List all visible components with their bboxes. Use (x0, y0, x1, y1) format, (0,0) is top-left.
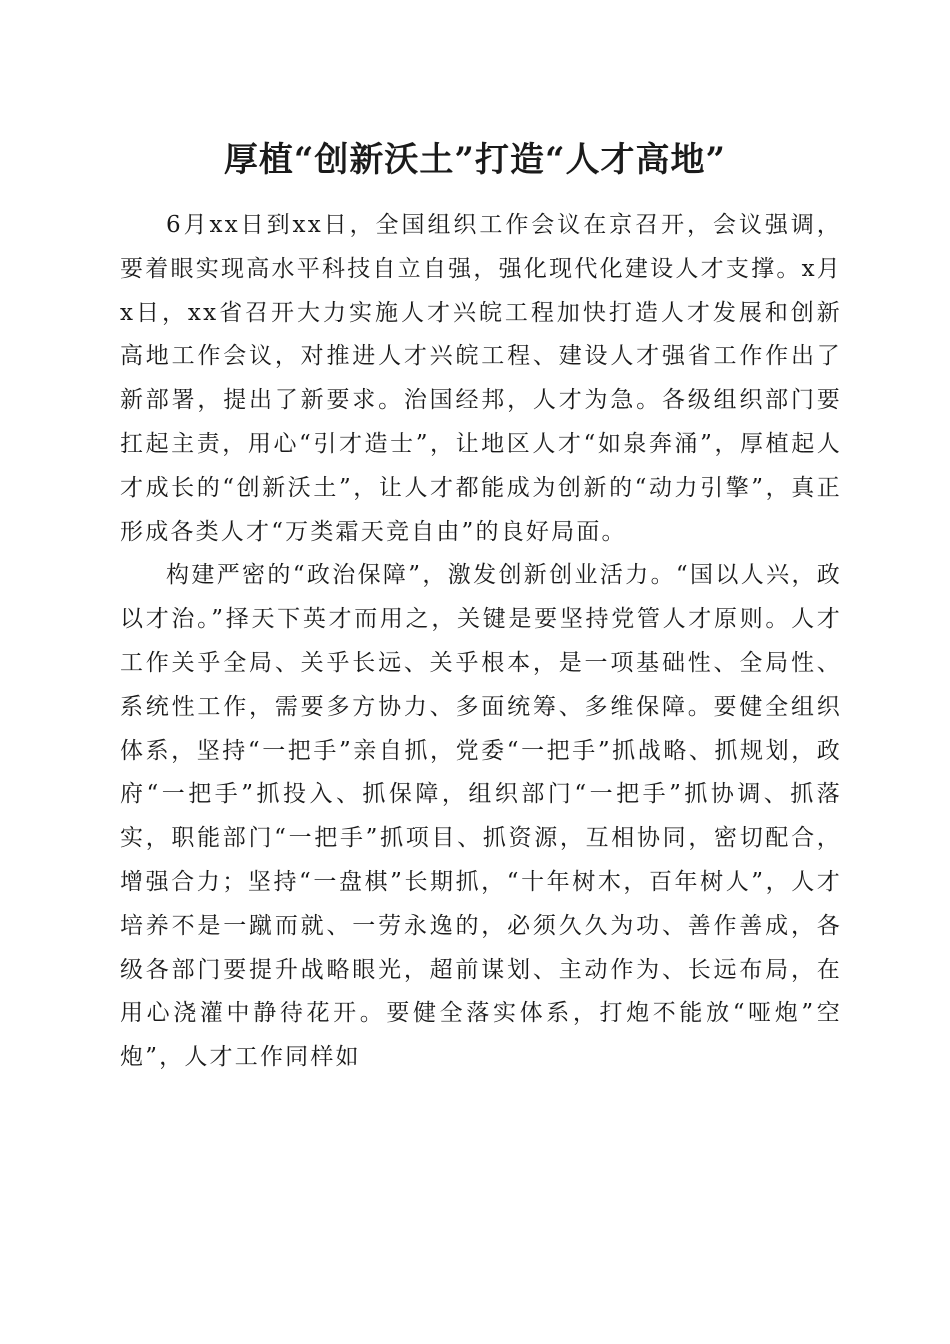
document-body (120, 204, 842, 1080)
paragraph-meeting-intro: 6月xx日到xx日，全国组织工作会议在京召开，会议强调，要着眼实现高水平科技自立自强，强化现代化建设人才支撑。x月x日，xx省召开大力实施人才兴皖工程加快打造人才发展和创新高地工作会议，对推进人才兴皖工程、建设人才强省工作作出了新部署，提出了新要求。治国经邦，人才为急。各级组织部门要扛起主责，用心“引才造士”，让地区人才“如泉奔涌”，厚植起人才成长的“创新沃土”，让人才都能成为创新的“动力引擎”，真正形成各类人才“万类霜天竞自由”的良好局面。 (120, 212, 842, 545)
document-title: 厚植“创新沃土”打造“人才高地” (223, 140, 727, 180)
paragraph-political-guarantee: 构建严密的“政治保障”，激发创新创业活力。“国以人兴，政以才治。”择天下英才而用之，关键是要坚持党管人才原则。人才工作关乎全局、关乎长远、关乎根本，是一项基础性、全局性、系统性工作，需要多方协力、多面统筹、多维保障。要健全组织体系，坚持“一把手”亲自抓，党委“一把手”抓战略、抓规划，政府“一把手”抓投入、抓保障，组织部门“一把手”抓协调、抓落实，职能部门“一把手”抓项目、抓资源，互相协同，密切配合，增强合力；坚持“一盘棋”长期抓，“十年树木，百年树人”，人才培养不是一蹴而就、一劳永逸的，必须久久为功、善作善成，各级各部门要提升战略眼光，超前谋划、主动作为、长远布局，在用心浇灌中静待花开。要健全落实体系，打炮不能放“哑炮”空炮”，人才工作同样如 (120, 562, 842, 1071)
